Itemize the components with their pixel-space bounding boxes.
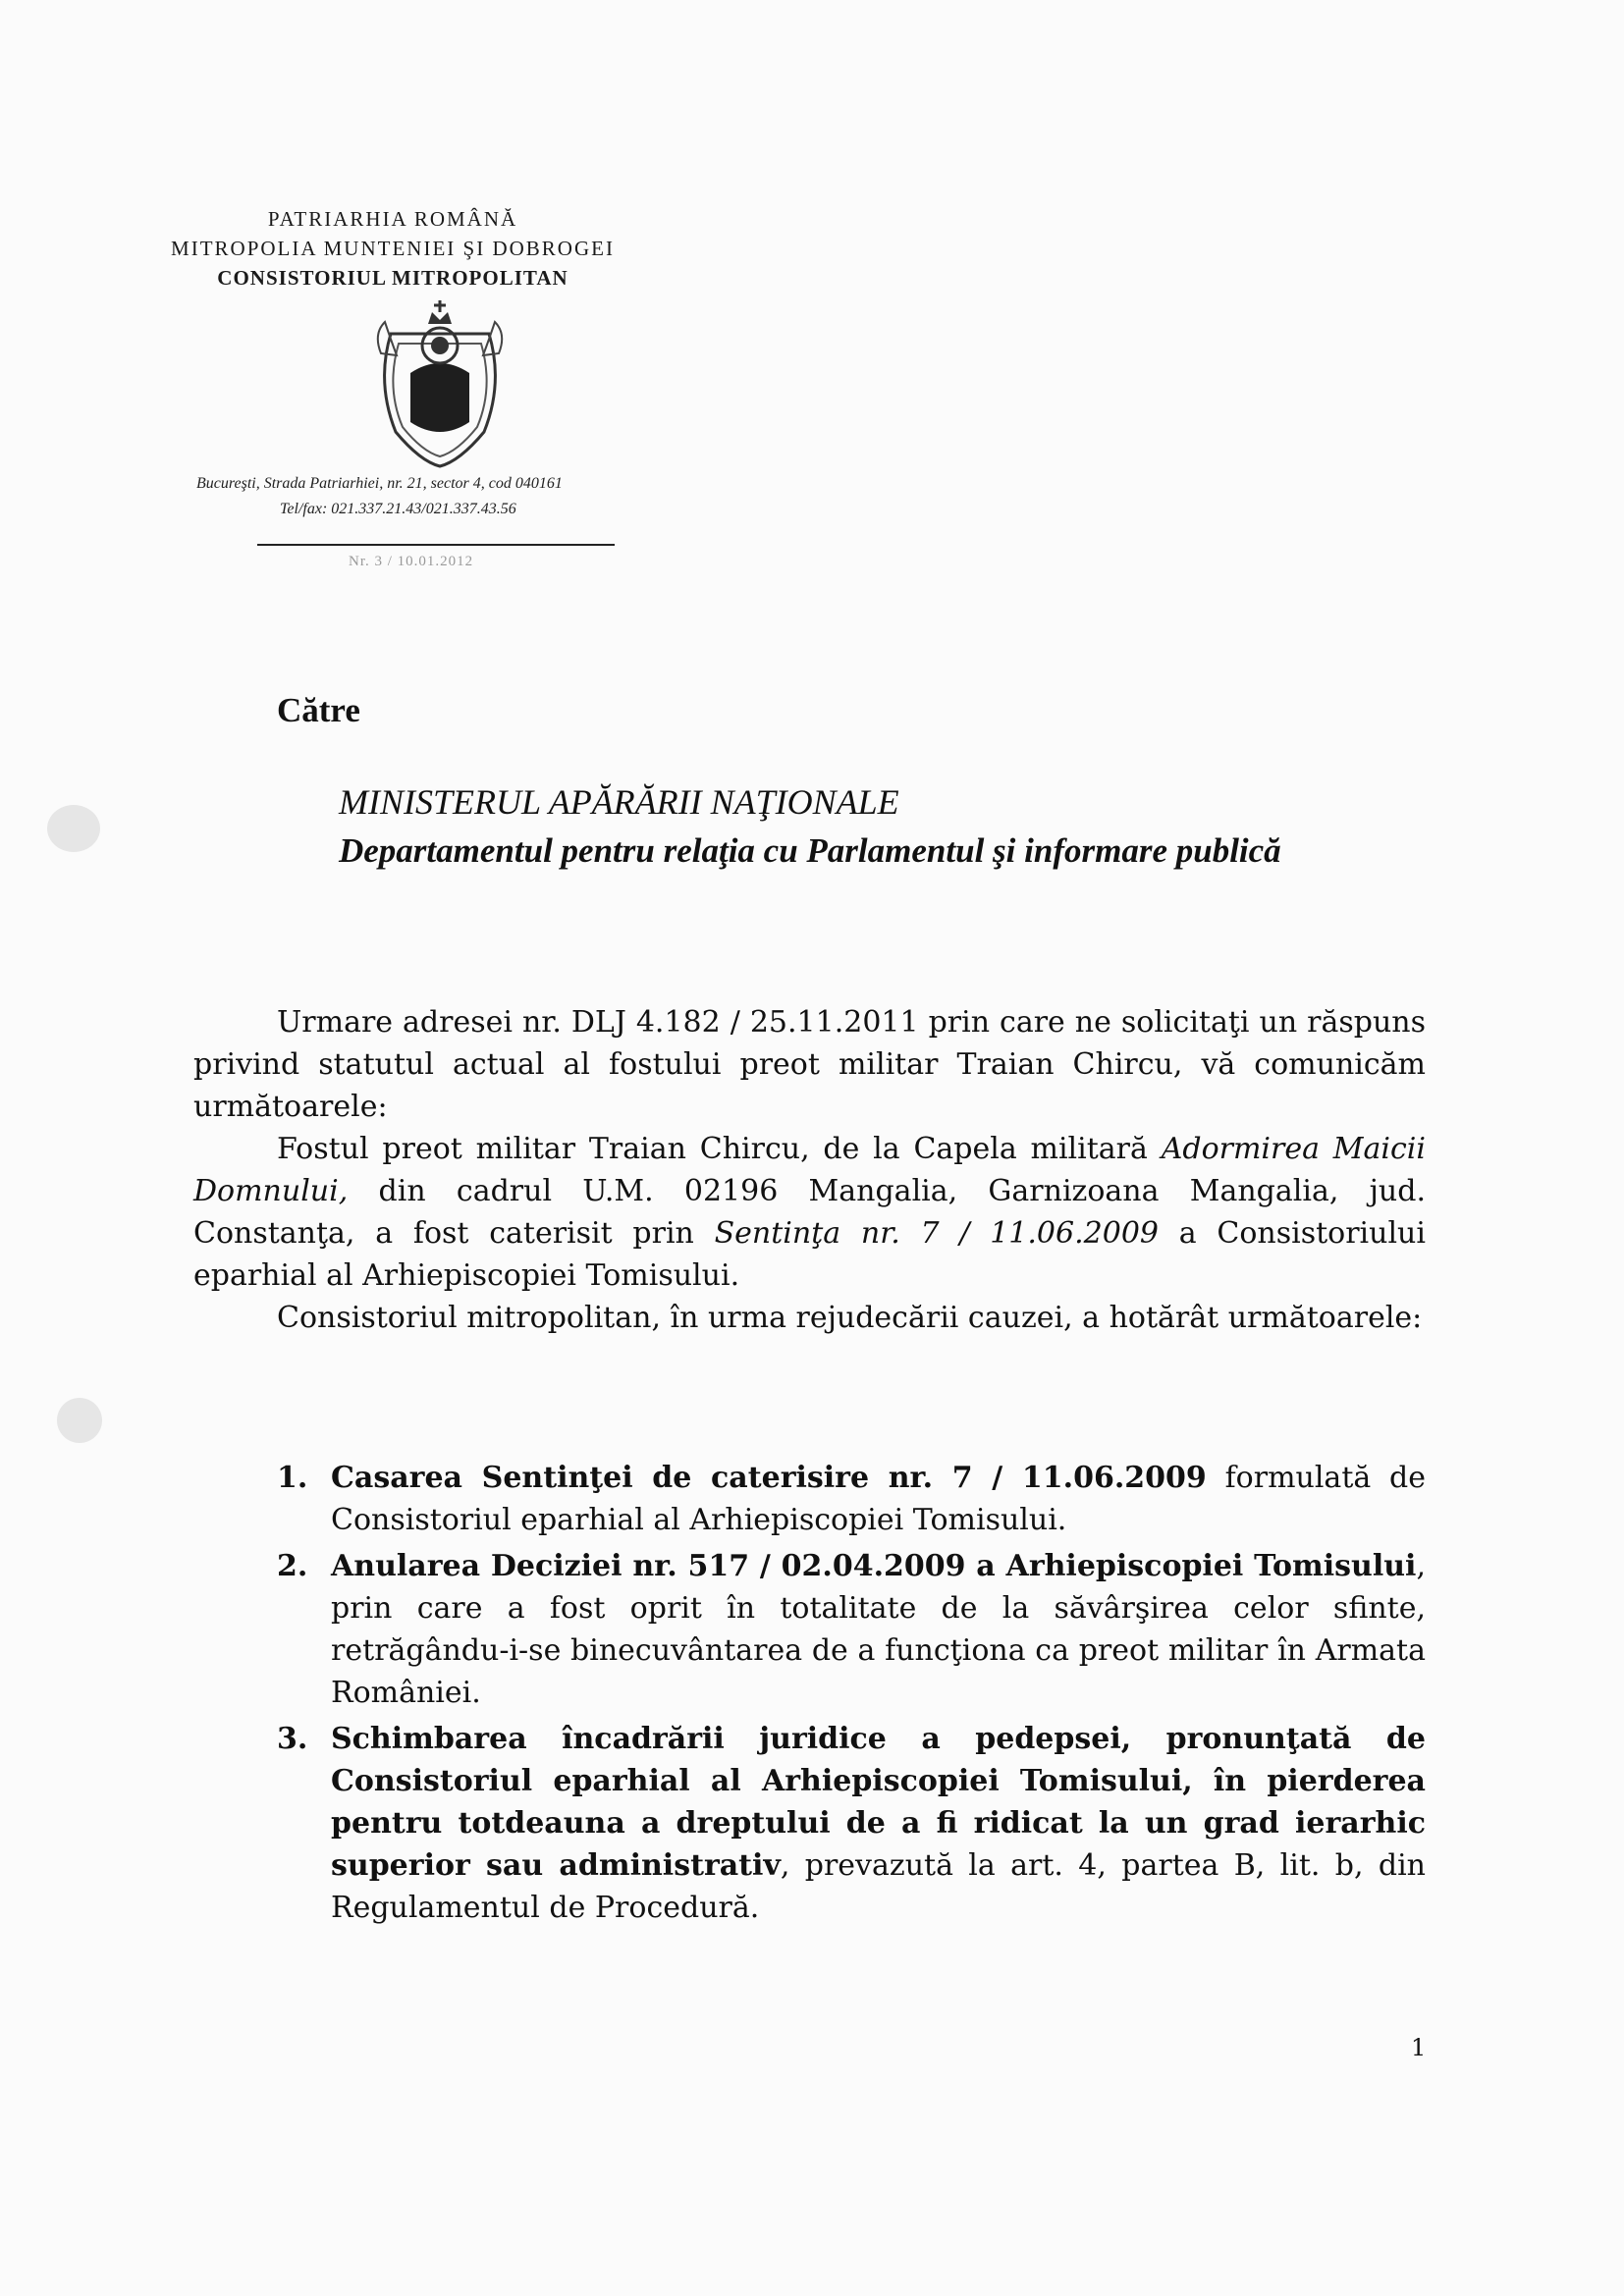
list-item (277, 1545, 1426, 1714)
item-bold-text: Anularea Deciziei nr. 517 / 02.04.2009 a Arhiepiscopiei Tomisului (331, 1549, 1417, 1583)
item-number: 2. (277, 1549, 308, 1583)
telfax-line: Tel/fax: 021.337.21.43/021.337.43.56 (280, 501, 516, 517)
scan-spot (57, 1398, 102, 1443)
letterhead-consistory: CONSISTORIUL MITROPOLITAN (217, 266, 568, 290)
paragraph-text: Fostul preot militar Traian Chircu, de la Capela militară (277, 1132, 1162, 1166)
list-item (277, 1457, 1426, 1541)
list-item (277, 1718, 1426, 1929)
letterhead-divider (257, 544, 615, 546)
paragraph-facts (193, 1128, 1426, 1297)
page-number: 1 (1411, 2034, 1427, 2061)
address-line: Bucureşti, Strada Patriarhiei, nr. 21, sector 4, cod 040161 (196, 475, 563, 492)
addressee-label: Către (277, 691, 360, 729)
addressee-department: Departamentul pentru relaţia cu Parlamentul şi informare publică (339, 831, 1281, 870)
decision-list (277, 1457, 1426, 1933)
item-text: , prevazută la art. 4, partea B, lit. b, din Regulamentul de Procedură. (331, 1848, 1426, 1925)
paragraph-intro: Urmare adresei nr. DLJ 4.182 / 25.11.2011 prin care ne solicitaţi un răspuns privind statutul actual al fostului preot militar Traian Chircu, vă comunicăm următoarele: (193, 1005, 1426, 1124)
registration-number: Nr. 3 / 10.01.2012 (349, 554, 474, 569)
scan-spot (47, 805, 100, 852)
paragraph-decision: Consistoriul mitropolitan, în urma rejudecării cauzei, a hotărât următoarele: (277, 1301, 1423, 1335)
letterhead-patriarchate: PATRIARHIA ROMÂNĂ (267, 207, 518, 231)
addressee-ministry: MINISTERUL APĂRĂRII NAŢIONALE (339, 782, 899, 822)
item-text: formulată de Consistoriul eparhial al Arhiepiscopiei Tomisului. (331, 1461, 1426, 1537)
addressee-block (339, 777, 1281, 876)
chapel-name: Adormirea Maicii Domnului, (193, 1132, 1426, 1208)
letterhead (147, 204, 638, 293)
sentence-reference: Sentinţa nr. 7 / 11.06.2009 (714, 1216, 1159, 1251)
item-bold-text: Schimbarea încadrării juridice a pedepsei, pronunţată de Consistoriul eparhial al Arhiepiscopiei Tomisului, în pierderea pentru totdeauna a dreptului de a fi ridicat la un grad ierarhic superior sau administrativ (331, 1722, 1426, 1883)
item-text: , prin care a fost oprit în totalitate de la săvârşirea celor sfinte, retrăgându-i-se binecuvântarea de a funcţiona ca preot militar în Armata României. (331, 1549, 1426, 1710)
item-number: 1. (277, 1461, 308, 1495)
item-number: 3. (277, 1722, 308, 1756)
letterhead-metropolis: MITROPOLIA MUNTENIEI ŞI DOBROGEI (171, 237, 615, 260)
paragraph-text: a Consistoriului eparhial al Arhiepiscopiei Tomisului. (193, 1216, 1426, 1293)
patriarchate-crest-icon (371, 294, 509, 471)
paragraph-text: din cadrul U.M. 02196 Mangalia, Garnizoana Mangalia, jud. Constanţa, a fost caterisit prin (193, 1174, 1426, 1251)
item-bold-text: Casarea Sentinţei de caterisire nr. 7 / 11.06.2009 (331, 1461, 1207, 1495)
letter-body (193, 1001, 1426, 1339)
